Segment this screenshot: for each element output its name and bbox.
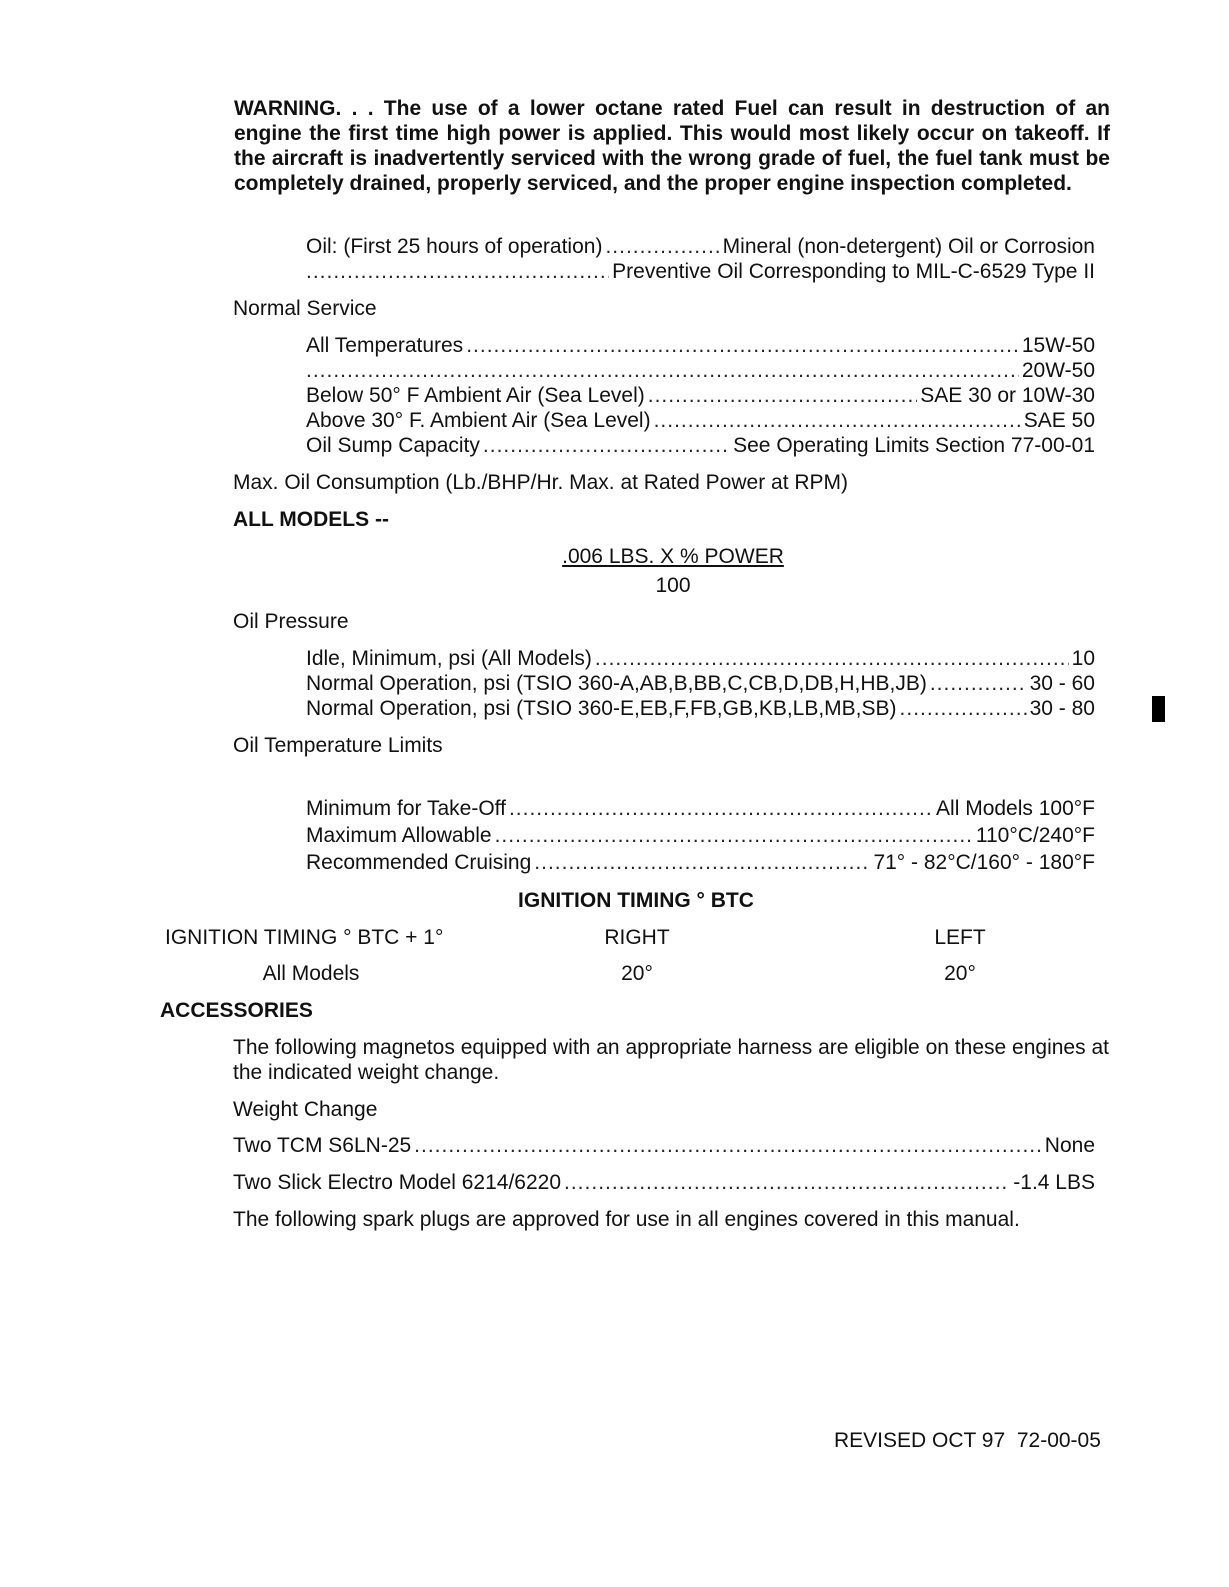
normal-service-row <box>306 333 1095 358</box>
oil-temperature-row <box>306 823 1095 848</box>
ignition-right-value: 20° <box>621 962 653 985</box>
accessories-heading: ACCESSORIES <box>160 999 313 1022</box>
oil-pressure-heading: Oil Pressure <box>233 610 349 633</box>
consumption-formula-numerator: .006 LBS. X % POWER <box>562 545 784 568</box>
normal-service-value: See Operating Limits Section 77-00-01 <box>733 434 1095 457</box>
oil-pressure-row <box>306 646 1095 671</box>
oil-first25-label: Oil: (First 25 hours of operation) <box>306 235 603 258</box>
oil-pressure-value: 10 <box>1071 647 1095 670</box>
magneto-label: Two TCM S6LN-25 <box>233 1134 412 1157</box>
consumption-formula-denominator: 100 <box>655 574 691 597</box>
normal-service-heading: Normal Service <box>233 297 377 320</box>
oil-pressure-value: 30 - 60 <box>1029 672 1095 695</box>
ignition-column-left: LEFT <box>934 926 986 949</box>
ignition-row-label: All Models <box>262 962 360 985</box>
normal-service-value: 20W-50 <box>1021 359 1095 382</box>
oil-first25-row <box>306 234 1095 259</box>
normal-service-row <box>306 358 1095 383</box>
normal-service-value: SAE 50 <box>1023 409 1095 432</box>
normal-service-label: All Temperatures <box>306 334 464 357</box>
oil-temperature-label: Recommended Cruising <box>306 851 532 874</box>
ignition-left-value: 20° <box>944 962 976 985</box>
oil-first25-continuation: Preventive Oil Corresponding to MIL-C-6529 Type II <box>612 260 1095 283</box>
all-models-label: ALL MODELS -- <box>233 508 389 531</box>
ignition-column-label: IGNITION TIMING ° BTC + 1° <box>165 926 444 949</box>
ignition-column-right: RIGHT <box>604 926 670 949</box>
normal-service-row <box>306 408 1095 433</box>
spark-plugs-statement: The following spark plugs are approved for use in all engines covered in this manual. <box>233 1208 1020 1231</box>
accessories-intro: The following magnetos equipped with an appropriate harness are eligible on these engines at the indicated weight change. <box>233 1036 1109 1084</box>
normal-service-value: SAE 30 or 10W-30 <box>920 384 1095 407</box>
fuel-warning: WARNING. . . The use of a lower octane rated Fuel can result in destruction of an engine the first time high power is applied. This would most likely occur on takeoff. If the aircraft is inadvertently serviced with the wrong grade of fuel, the fuel tank must be completely drained, properly serviced, and the proper engine inspection completed. <box>234 97 1110 195</box>
magneto-weight: None <box>1044 1134 1095 1157</box>
oil-temperature-row <box>306 850 1095 875</box>
oil-pressure-label: Normal Operation, psi (TSIO 360-A,AB,B,BB,C,CB,D,DB,H,HB,JB) <box>306 672 927 695</box>
oil-pressure-label: Idle, Minimum, psi (All Models) <box>306 647 592 670</box>
oil-pressure-label: Normal Operation, psi (TSIO 360-E,EB,F,FB,GB,KB,LB,MB,SB) <box>306 697 897 720</box>
oil-pressure-row <box>306 671 1095 696</box>
footer-section-number: 72-00-05 <box>1016 1429 1101 1452</box>
oil-pressure-row <box>306 696 1095 721</box>
normal-service-label: Oil Sump Capacity <box>306 434 480 457</box>
weight-change-heading: Weight Change <box>233 1098 378 1121</box>
footer <box>834 1428 1101 1453</box>
normal-service-value: 15W-50 <box>1021 334 1095 357</box>
magneto-weight: -1.4 LBS <box>1013 1171 1095 1194</box>
oil-temperature-row <box>306 796 1095 821</box>
oil-temperature-label: Maximum Allowable <box>306 824 492 847</box>
oil-first25-continuation-row <box>306 259 1095 284</box>
oil-first25-value: Mineral (non-detergent) Oil or Corrosion <box>722 235 1095 258</box>
oil-consumption-heading: Max. Oil Consumption (Lb./BHP/Hr. Max. at Rated Power at RPM) <box>233 471 849 494</box>
magneto-label: Two Slick Electro Model 6214/6220 <box>233 1171 562 1194</box>
oil-temperature-value: 71° - 82°C/160° - 180°F <box>873 851 1095 874</box>
oil-temperature-value: 110°C/240°F <box>975 824 1095 847</box>
normal-service-row <box>306 433 1095 458</box>
oil-temperature-label: Minimum for Take-Off <box>306 797 506 820</box>
revision-change-bar <box>1152 696 1165 722</box>
ignition-title: IGNITION TIMING ° BTC <box>518 889 754 912</box>
normal-service-label: Below 50° F Ambient Air (Sea Level) <box>306 384 645 407</box>
magneto-row <box>233 1133 1095 1158</box>
normal-service-row <box>306 383 1095 408</box>
normal-service-label: Above 30° F. Ambient Air (Sea Level) <box>306 409 651 432</box>
oil-pressure-value: 30 - 80 <box>1029 697 1095 720</box>
oil-temperature-value: All Models 100°F <box>936 797 1095 820</box>
magneto-row <box>233 1170 1095 1195</box>
footer-revised: REVISED OCT 97 <box>834 1429 1006 1452</box>
oil-temperature-heading: Oil Temperature Limits <box>233 734 443 757</box>
